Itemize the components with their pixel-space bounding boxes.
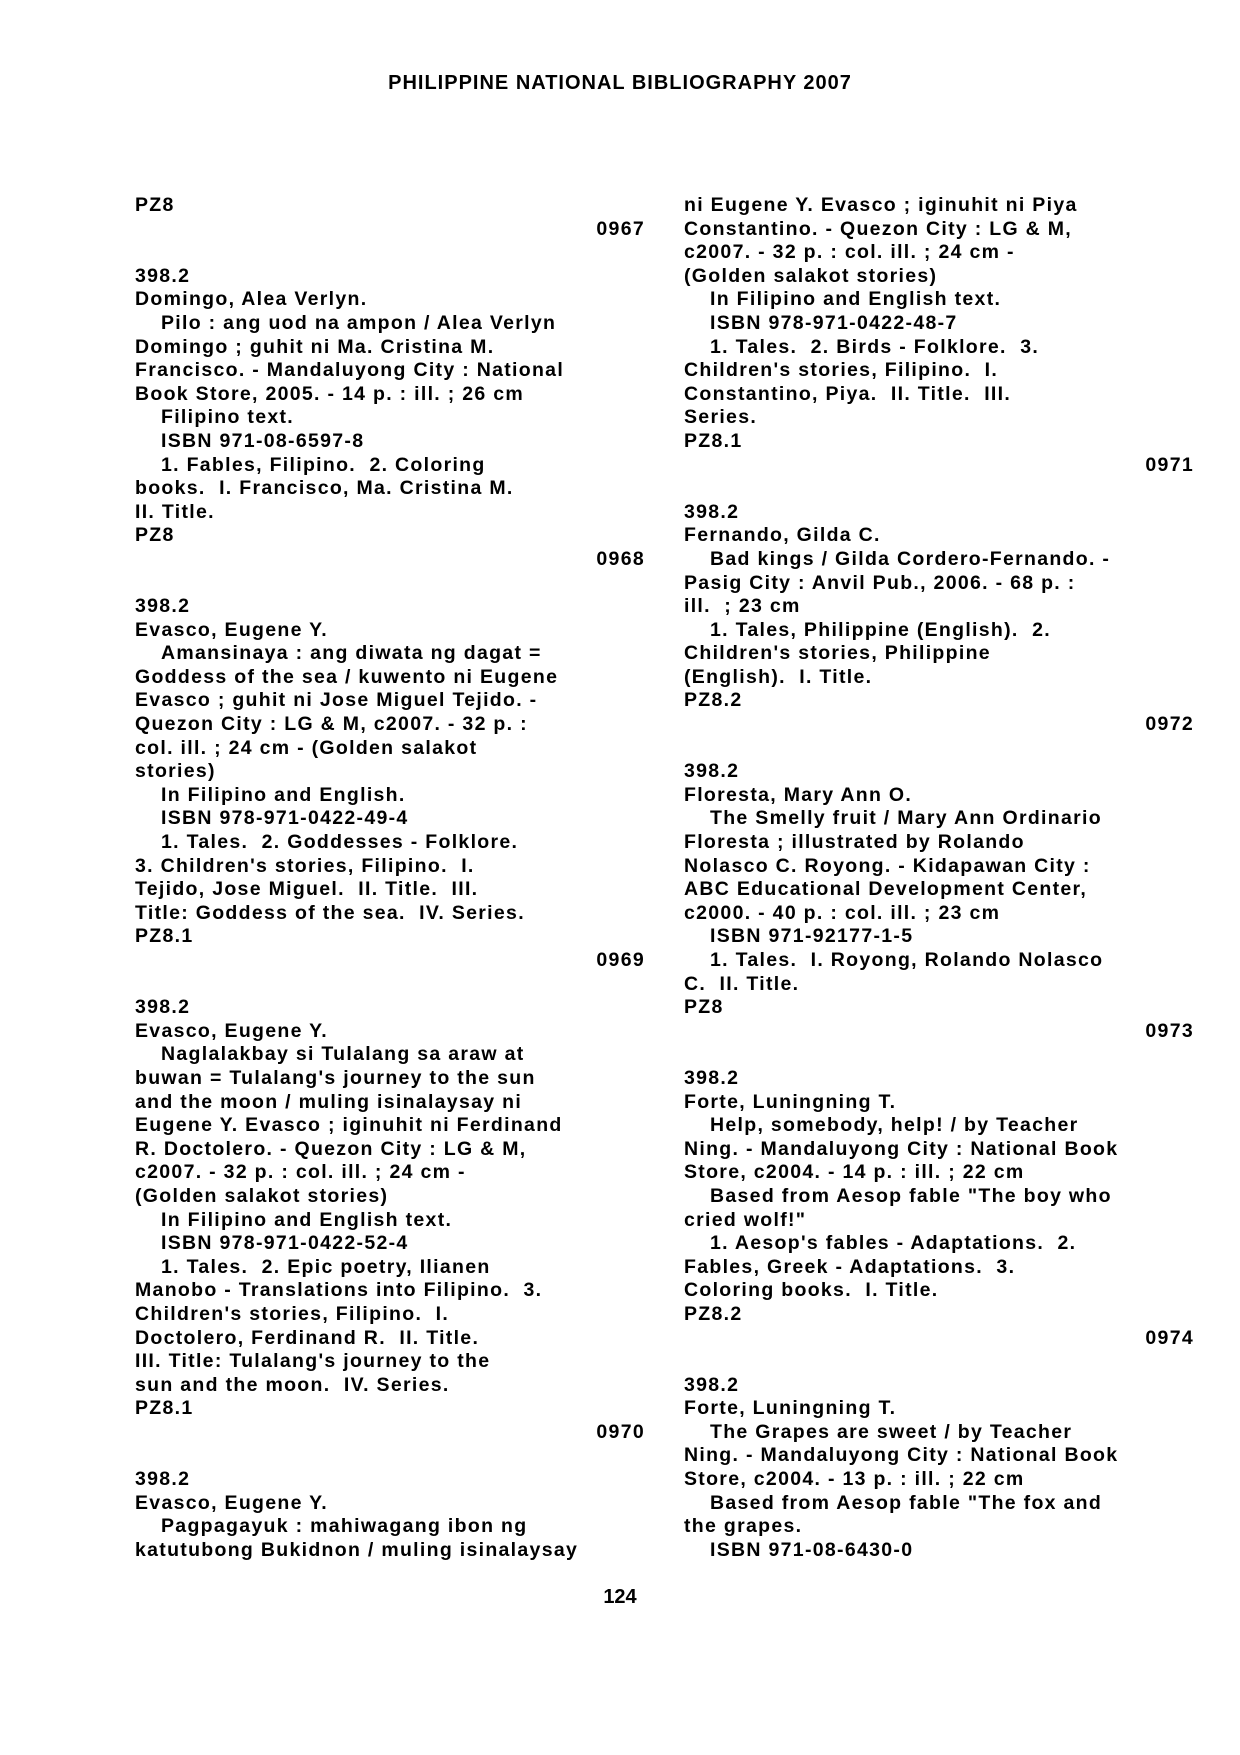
- right-column: [684, 194, 1194, 1562]
- note: Based from Aesop fable "The fox and: [710, 1491, 1103, 1514]
- entry-0972: [684, 713, 1194, 1020]
- subject-line: Fables, Greek - Adaptations. 3.: [684, 1255, 1016, 1278]
- title-line: Amansinaya : ang diwata ng dagat =: [161, 642, 542, 665]
- note: In Filipino and English text.: [161, 1208, 453, 1231]
- description-line: Nolasco C. Royong. - Kidapawan City :: [684, 854, 1091, 877]
- description-line: Domingo ; guhit ni Ma. Cristina M.: [135, 335, 495, 358]
- description-line: ABC Educational Development Center,: [684, 878, 1088, 901]
- subject-line: sun and the moon. IV. Series.: [135, 1373, 450, 1396]
- description-line: Constantino. - Quezon City : LG & M,: [684, 217, 1073, 240]
- description-line: Quezon City : LG & M, c2007. - 32 p. :: [135, 713, 528, 736]
- subject-line: Series.: [684, 406, 758, 429]
- call-number: PZ8.2: [684, 1302, 743, 1325]
- entry-0967: [135, 218, 645, 548]
- description-line: Floresta ; illustrated by Rolando: [684, 831, 1025, 854]
- description-line: Goddess of the sea / kuwento ni Eugene: [135, 665, 559, 688]
- subject-line: 1. Tales. 2. Epic poetry, Ilianen: [161, 1255, 491, 1278]
- call-number: PZ8: [684, 996, 724, 1019]
- author: Floresta, Mary Ann O.: [684, 783, 913, 806]
- title-line: The Grapes are sweet / by Teacher: [710, 1420, 1073, 1443]
- subject-line: 1. Tales, Philippine (English). 2.: [710, 618, 1051, 641]
- description-line: buwan = Tulalang's journey to the sun: [135, 1066, 536, 1089]
- isbn: ISBN 978-971-0422-48-7: [710, 311, 958, 334]
- classification: 398.2: [684, 1066, 740, 1089]
- description-line: Book Store, 2005. - 14 p. : ill. ; 26 cm: [135, 382, 525, 405]
- call-number: PZ8.1: [135, 1397, 194, 1420]
- entry-number: 0973: [1145, 1019, 1194, 1042]
- call-number: PZ8: [135, 194, 175, 216]
- description-line: c2007. - 32 p. : col. ill. ; 24 cm -: [135, 1161, 466, 1184]
- description-line: Francisco. - Mandaluyong City : National: [135, 359, 565, 382]
- description-line: Ning. - Mandaluyong City : National Book: [684, 1444, 1119, 1467]
- classification: 398.2: [135, 264, 191, 287]
- call-number: PZ8.1: [684, 429, 743, 452]
- note: Filipino text.: [161, 406, 295, 429]
- subject-line: Doctolero, Ferdinand R. II. Title.: [135, 1326, 480, 1349]
- subject-line: C. II. Title.: [684, 972, 800, 995]
- subject-line: books. I. Francisco, Ma. Cristina M.: [135, 477, 514, 500]
- note: In Filipino and English.: [161, 783, 406, 806]
- isbn: ISBN 971-08-6430-0: [710, 1538, 914, 1561]
- author: Evasco, Eugene Y.: [135, 1491, 328, 1514]
- author: Fernando, Gilda C.: [684, 524, 881, 547]
- title-line: The Smelly fruit / Mary Ann Ordinario: [710, 807, 1102, 830]
- left-column: [135, 194, 645, 1562]
- isbn: ISBN 971-08-6597-8: [161, 429, 365, 452]
- subject-line: Constantino, Piya. II. Title. III.: [684, 382, 1012, 405]
- entry-number: 0972: [1145, 713, 1194, 736]
- call-number: PZ8: [135, 524, 175, 547]
- classification: 398.2: [135, 595, 191, 618]
- description-line: (Golden salakot stories): [684, 264, 938, 287]
- note: cried wolf!": [684, 1208, 807, 1231]
- classification: 398.2: [684, 1373, 740, 1396]
- note: In Filipino and English text.: [710, 288, 1002, 311]
- page-number: 124: [603, 1586, 637, 1608]
- classification: 398.2: [135, 1468, 191, 1491]
- subject-line: Children's stories, Philippine: [684, 642, 991, 665]
- subject-line: 1. Tales. I. Royong, Rolando Nolasco: [710, 949, 1104, 971]
- title-line: Pagpagayuk : mahiwagang ibon ng: [161, 1515, 528, 1538]
- subject-line: 1. Tales. 2. Birds - Folklore. 3.: [710, 335, 1040, 358]
- entry-0971: [684, 454, 1194, 714]
- call-number: PZ8.1: [135, 925, 194, 948]
- author: Forte, Luningning T.: [684, 1397, 897, 1420]
- description-line: R. Doctolero. - Quezon City : LG & M,: [135, 1137, 527, 1160]
- description-line: ni Eugene Y. Evasco ; iginuhit ni Piya: [684, 194, 1078, 216]
- description-line: stories): [135, 760, 216, 783]
- subject-line: Tejido, Jose Miguel. II. Title. III.: [135, 878, 479, 901]
- entry-number: 0970: [596, 1420, 645, 1443]
- subject-line: 1. Aesop's fables - Adaptations. 2.: [710, 1232, 1077, 1255]
- author: Forte, Luningning T.: [684, 1090, 897, 1113]
- note: the grapes.: [684, 1515, 803, 1538]
- description-line: Ning. - Mandaluyong City : National Book: [684, 1137, 1119, 1160]
- subject-line: Coloring books. I. Title.: [684, 1279, 939, 1302]
- subject-line: Children's stories, Filipino. I.: [135, 1302, 450, 1325]
- subject-line: Title: Goddess of the sea. IV. Series.: [135, 901, 525, 924]
- author: Evasco, Eugene Y.: [135, 1019, 328, 1042]
- subject-line: Manobo - Translations into Filipino. 3.: [135, 1279, 543, 1302]
- title-line: Bad kings / Gilda Cordero-Fernando. -: [710, 547, 1111, 570]
- entry-0973: [684, 1020, 1194, 1327]
- description-line: c2007. - 32 p. : col. ill. ; 24 cm -: [684, 241, 1015, 264]
- entry-number: 0968: [596, 547, 645, 570]
- description-line: (Golden salakot stories): [135, 1184, 389, 1207]
- description-line: Store, c2004. - 14 p. : ill. ; 22 cm: [684, 1161, 1025, 1184]
- entry-0970: [135, 1421, 645, 1563]
- entry-0969: [135, 949, 645, 1421]
- call-number: PZ8.2: [684, 689, 743, 712]
- entry-0968: [135, 548, 645, 949]
- description-line: katutubong Bukidnon / muling isinalaysay: [135, 1538, 579, 1561]
- classification: 398.2: [135, 996, 191, 1019]
- isbn: ISBN 971-92177-1-5: [710, 925, 914, 948]
- classification: 398.2: [684, 500, 740, 523]
- description-line: c2000. - 40 p. : col. ill. ; 23 cm: [684, 901, 1001, 924]
- entry-0970-continued: [684, 194, 1194, 454]
- subject-line: (English). I. Title.: [684, 665, 873, 688]
- subject-line: Children's stories, Filipino. I.: [684, 359, 999, 382]
- subject-line: 1. Fables, Filipino. 2. Coloring: [161, 453, 486, 476]
- entry-number: 0969: [596, 949, 645, 971]
- title-line: Naglalakbay si Tulalang sa araw at: [161, 1043, 525, 1066]
- description-line: Eugene Y. Evasco ; iginuhit ni Ferdinand: [135, 1114, 563, 1137]
- title-line: Pilo : ang uod na ampon / Alea Verlyn: [161, 311, 557, 334]
- author: Evasco, Eugene Y.: [135, 618, 328, 641]
- subject-line: III. Title: Tulalang's journey to the: [135, 1350, 491, 1373]
- subject-line: II. Title.: [135, 500, 215, 523]
- description-line: and the moon / muling isinalaysay ni: [135, 1090, 523, 1113]
- entry-0974: [684, 1327, 1194, 1563]
- note: Based from Aesop fable "The boy who: [710, 1184, 1112, 1207]
- classification: 398.2: [684, 760, 740, 783]
- description-line: ill. ; 23 cm: [684, 595, 801, 618]
- title-line: Help, somebody, help! / by Teacher: [710, 1114, 1079, 1137]
- entry-number: 0971: [1145, 453, 1194, 476]
- subject-line: 1. Tales. 2. Goddesses - Folklore.: [161, 831, 519, 854]
- isbn: ISBN 978-971-0422-49-4: [161, 807, 409, 830]
- description-line: Store, c2004. - 13 p. : ill. ; 22 cm: [684, 1468, 1025, 1491]
- description-line: Pasig City : Anvil Pub., 2006. - 68 p. :: [684, 571, 1076, 594]
- entry-number: 0974: [1145, 1326, 1194, 1349]
- description-line: Evasco ; guhit ni Jose Miguel Tejido. -: [135, 689, 538, 712]
- subject-line: 3. Children's stories, Filipino. I.: [135, 854, 475, 877]
- page-title: PHILIPPINE NATIONAL BIBLIOGRAPHY 2007: [388, 72, 852, 94]
- isbn: ISBN 978-971-0422-52-4: [161, 1232, 409, 1255]
- description-line: col. ill. ; 24 cm - (Golden salakot: [135, 736, 478, 759]
- author: Domingo, Alea Verlyn.: [135, 288, 368, 311]
- entry-number: 0967: [596, 217, 645, 240]
